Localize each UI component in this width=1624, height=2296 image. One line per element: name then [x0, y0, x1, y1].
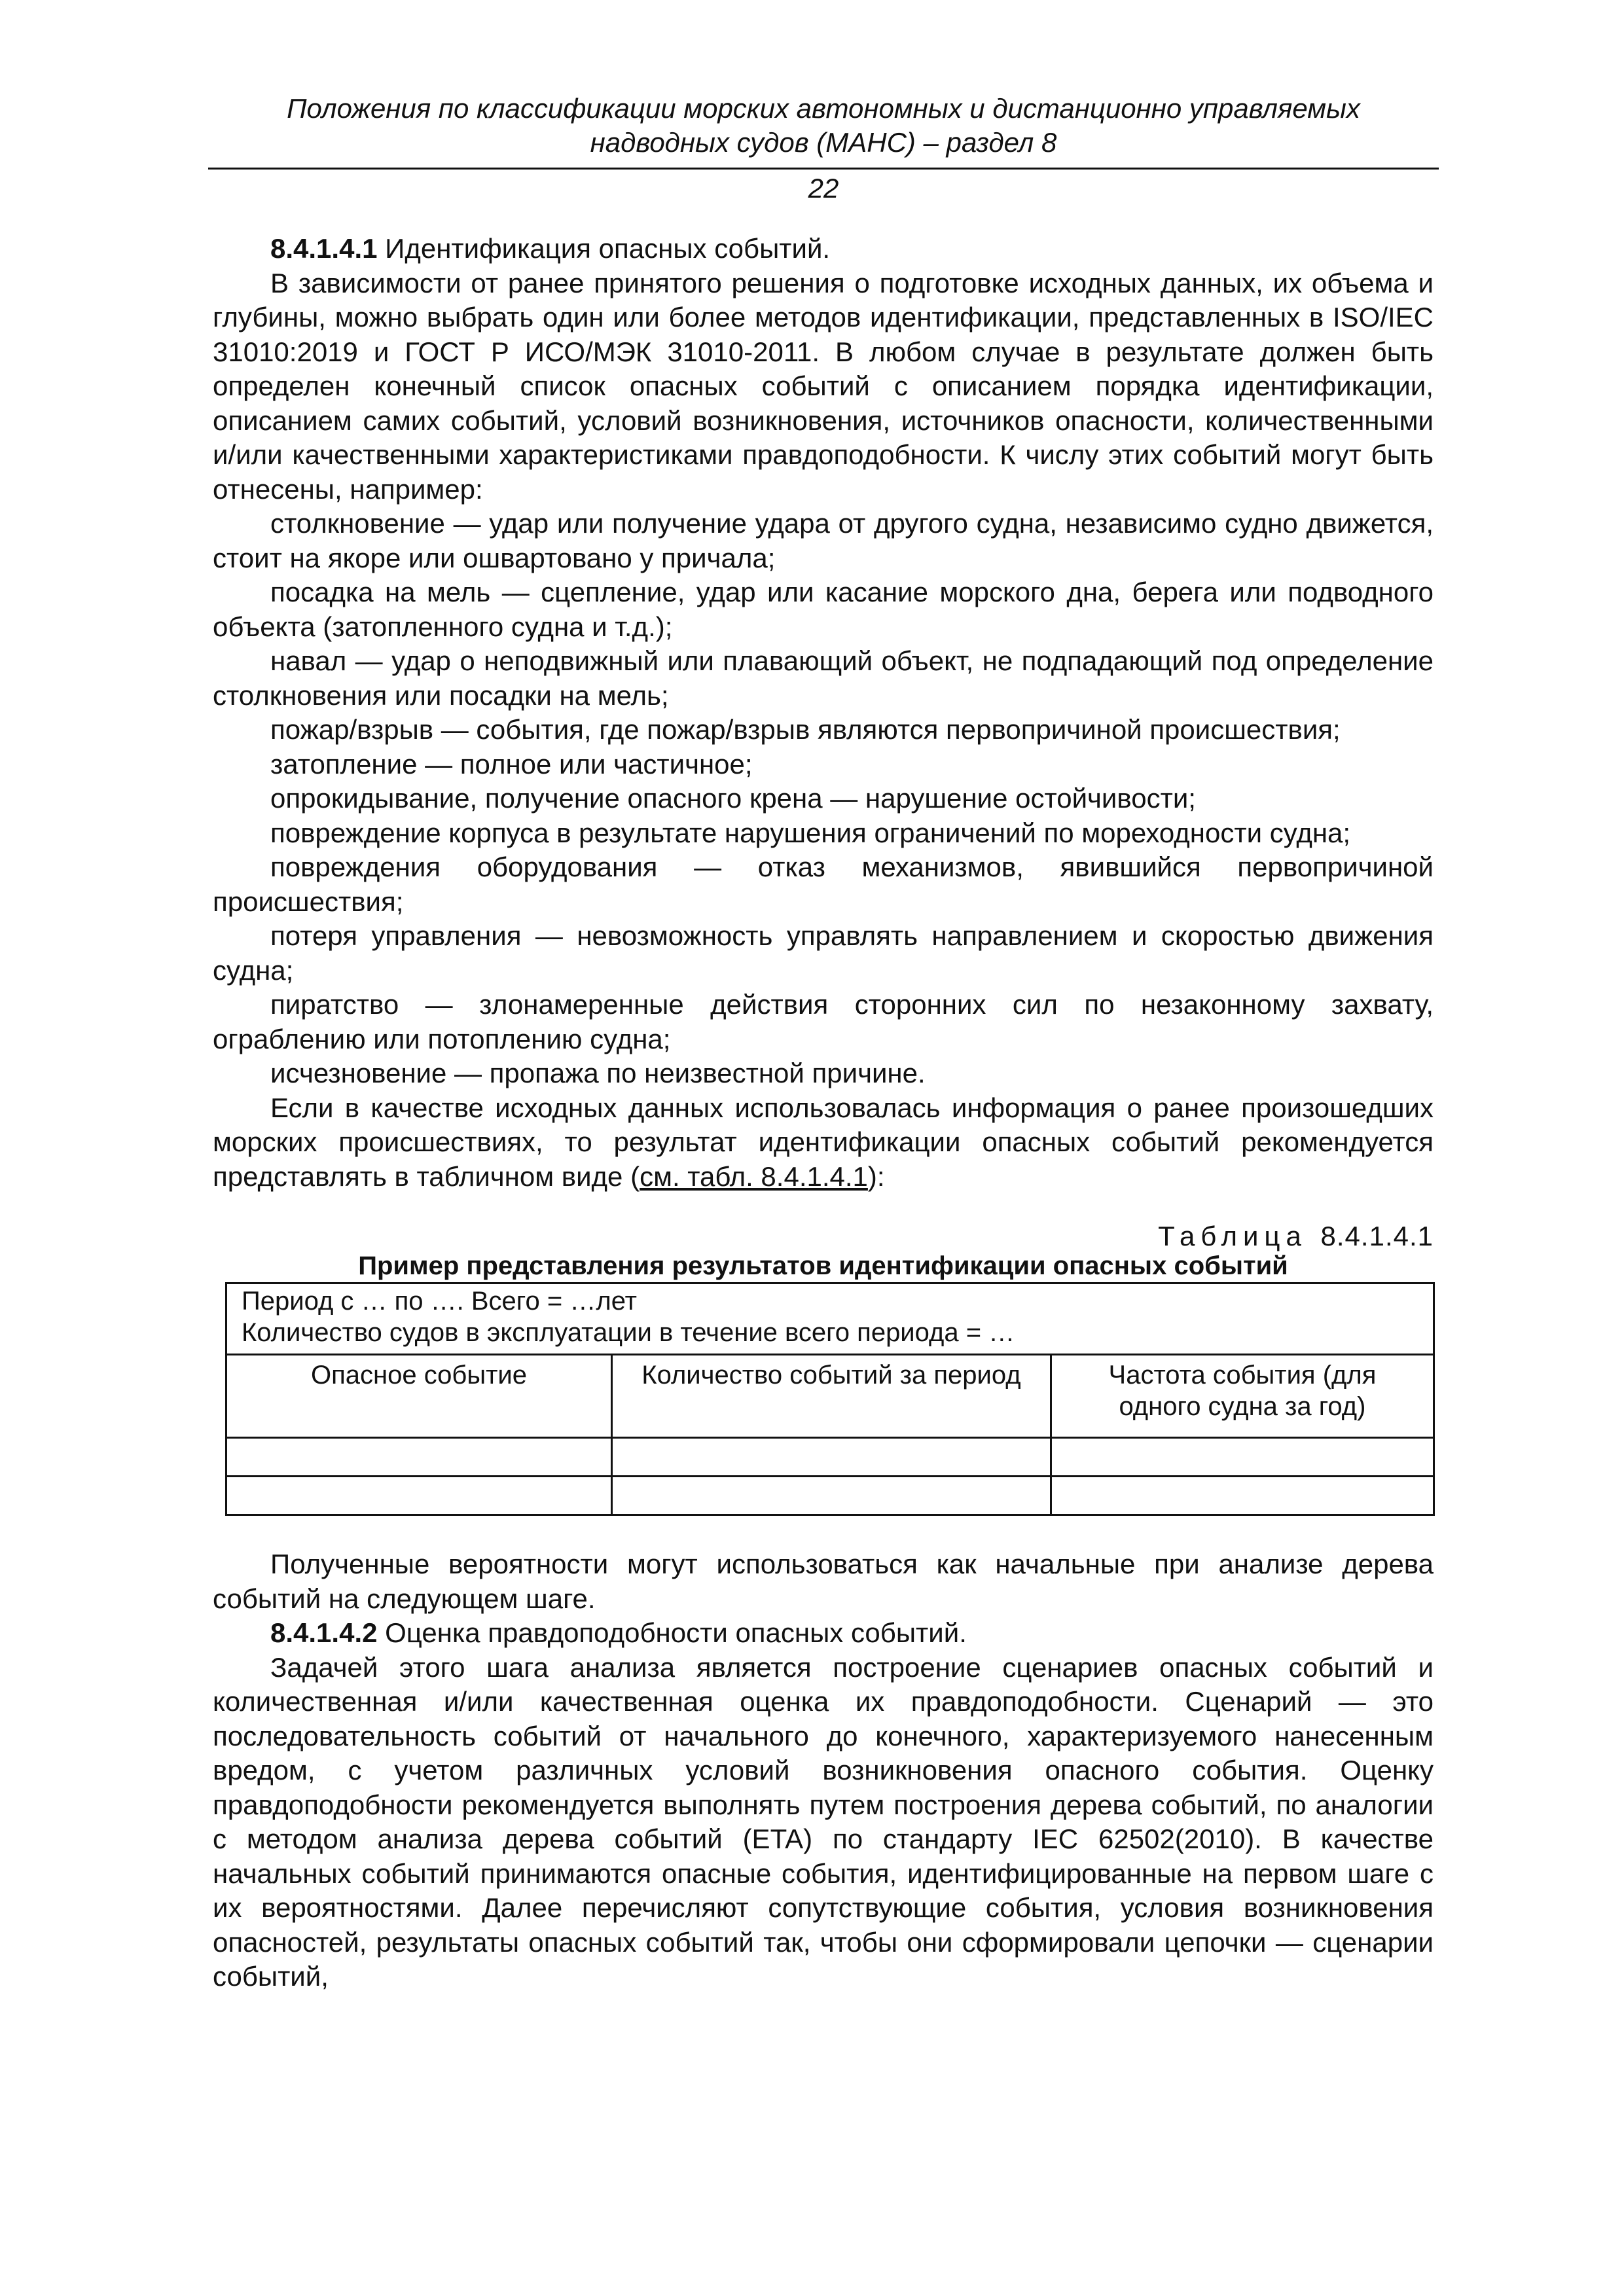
list-item: повреждения оборудования — отказ механизмов, явившийся первопричиной происшествия;	[213, 852, 1434, 917]
list-item: пиратство — злонамеренные действия сторонних сил по незаконному захвату, ограблению или потоплению судна;	[213, 989, 1434, 1054]
running-header	[208, 92, 1439, 160]
list-item: столкновение — удар или получение удара от другого судна, независимо судно движется, стоит на якоре или ошвартовано у причала;	[213, 508, 1434, 573]
table-row	[226, 1477, 1434, 1515]
paragraph: В зависимости от ранее принятого решения о подготовке исходных данных, их объема и глубины, можно выбрать один или более методов идентификации, представленных в ISO/IEC 31010:2019 и ГОСТ Р ИСО/МЭК 31010-2011. В любом случае в результате должен быть определен конечный список опасных событий с описанием порядка идентификации, описанием самих событий, условий возникновения, источников опасности, количественными и/или качественными характеристиками правдоподобности. К числу этих событий могут быть отнесены, например:	[213, 267, 1434, 505]
table-caption: Пример представления результатов идентификации опасных событий	[358, 1251, 1288, 1280]
list-item: пожар/взрыв — события, где пожар/взрыв являются первопричиной происшествия;	[270, 714, 1341, 745]
table-row	[226, 1438, 1434, 1477]
column-header: Количество событий за период	[611, 1355, 1051, 1438]
table-cell	[226, 1477, 612, 1515]
header-line-1: Положения по классификации морских автономных и дистанционно управляемых	[287, 93, 1360, 124]
section-8-4-1-4-2	[213, 1547, 1434, 1994]
section-heading	[213, 232, 1434, 266]
column-header: Частота события (для одного судна за год)	[1051, 1355, 1434, 1438]
section-heading	[213, 1616, 1434, 1651]
table-cell	[1051, 1438, 1434, 1477]
header-line-2: надводных судов (МАНС) – раздел 8	[590, 127, 1057, 158]
table-meta-cell	[226, 1283, 1434, 1355]
list-item: затопление — полное или частичное;	[270, 748, 753, 780]
table-cell	[611, 1438, 1051, 1477]
table-cell	[226, 1438, 612, 1477]
list-item: посадка на мель — сцепление, удар или касание морского дна, берега или подводного объекта (затопленного судна и т.д.);	[213, 577, 1434, 642]
section-number: 8.4.1.4.1	[270, 233, 378, 264]
table-period: Период с … по …. Всего = …лет	[242, 1287, 637, 1316]
table-title-block	[213, 1220, 1434, 1280]
list-item: опрокидывание, получение опасного крена — нарушение остойчивости;	[270, 783, 1196, 814]
table-cell	[1051, 1477, 1434, 1515]
table-label-number: 8.4.1.4.1	[1320, 1221, 1434, 1251]
table-fleet-count: Количество судов в эксплуатации в течение всего периода = …	[242, 1318, 1015, 1347]
table-reference-link[interactable]: см. табл. 8.4.1.4.1	[640, 1160, 868, 1192]
section-number: 8.4.1.4.2	[270, 1617, 378, 1648]
paragraph	[213, 1091, 1434, 1194]
hazard-events-table	[225, 1282, 1435, 1516]
list-item: исчезновение — пропажа по неизвестной причине.	[270, 1058, 926, 1088]
header-divider	[208, 168, 1439, 170]
list-item: навал — удар о неподвижный или плавающий объект, не подпадающий под определение столкновения или посадки на мель;	[213, 645, 1434, 711]
section-8-4-1-4-1	[213, 232, 1434, 1194]
paragraph-text: Если в качестве исходных данных использовалась информация о ранее произошедших морских происшествиях, то результат идентификации опасных событий рекомендуется представлять в табличном виде (	[213, 1092, 1434, 1192]
column-header: Опасное событие	[226, 1355, 612, 1438]
section-title: Оценка правдоподобности опасных событий.	[377, 1617, 967, 1648]
table-header-row	[226, 1355, 1434, 1438]
list-item: повреждение корпуса в результате нарушения ограничений по мореходности судна;	[270, 817, 1351, 848]
table-meta-row	[226, 1283, 1434, 1355]
page-number: 22	[808, 173, 839, 204]
paragraph-text: ):	[867, 1160, 885, 1192]
paragraph: Полученные вероятности могут использоваться как начальные при анализе дерева событий на следующем шаге.	[213, 1549, 1434, 1614]
table-cell	[611, 1477, 1051, 1515]
list-item: потеря управления — невозможность управлять направлением и скоростью движения судна;	[213, 920, 1434, 986]
table-label-word: Таблица	[1158, 1221, 1307, 1251]
section-title: Идентификация опасных событий.	[377, 233, 831, 264]
table-label	[213, 1220, 1434, 1253]
paragraph: Задачей этого шага анализа является построение сценариев опасных событий и количественная и/или качественная оценка их правдоподобности. Сценарий — это последовательность событий от начального до конечного, характеризуемого нанесенным вредом, с учетом различных условий возникновения опасного события. Оценку правдоподобности рекомендуется выполнять путем построения дерева событий, по аналогии с методом анализа дерева событий (ETA) по стандарту IEC 62502(2010). В качестве начальных событий принимаются опасные события, идентифицированные на первом шаге с их вероятностями. Далее перечисляют сопутствующие события, условия возникновения опасностей, результаты опасных событий так, чтобы они сформировали цепочки — сценарии событий,	[213, 1651, 1434, 1992]
